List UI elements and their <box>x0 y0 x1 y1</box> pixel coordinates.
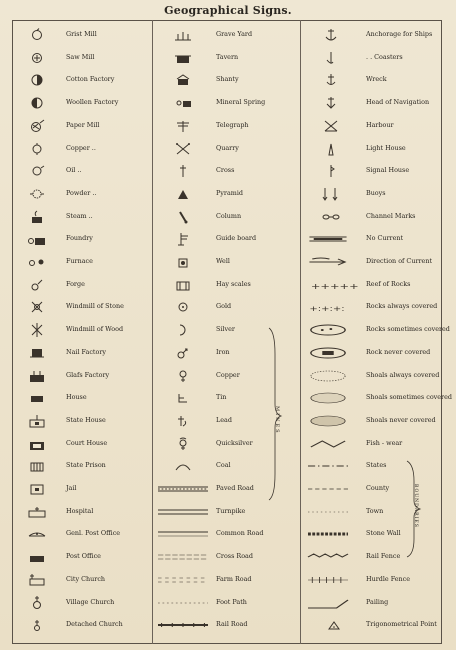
rail-fence-icon <box>308 550 348 564</box>
boundaries-group-label: BOUNDARIES <box>413 484 418 528</box>
legend-row <box>300 410 442 433</box>
legend-label: Pyramid <box>216 188 243 197</box>
legend-row <box>300 501 442 524</box>
legend-label: Saw Mill <box>66 52 95 61</box>
legend-label: Fish - wear <box>366 438 403 447</box>
farm-road-icon <box>158 573 208 587</box>
legend-row <box>300 47 442 70</box>
legend-label: Signal House <box>366 166 410 175</box>
legend-row <box>12 251 152 274</box>
legend-row <box>300 592 442 615</box>
page-title: Geographical Signs. <box>164 4 292 17</box>
telegraph-icon <box>172 119 194 133</box>
legend-row <box>300 138 442 161</box>
post-office-icon <box>26 550 48 564</box>
lead-icon <box>172 414 194 428</box>
legend-row <box>300 319 450 342</box>
paved-road-icon <box>158 482 208 496</box>
legend-row <box>12 501 152 524</box>
legend-row <box>152 274 300 297</box>
legend-row <box>152 206 300 229</box>
general-post-office-icon <box>26 527 48 541</box>
column-icon <box>172 210 194 224</box>
harbour-icon <box>320 119 342 133</box>
oil-mill-icon <box>26 164 48 178</box>
legend-row <box>300 342 442 365</box>
legend-label: Furnace <box>66 257 93 265</box>
rock-never-icon <box>308 346 348 360</box>
legend-row <box>152 228 300 251</box>
legend-label: Lead <box>216 415 232 424</box>
legend-label: Jail <box>66 484 77 492</box>
legend-row <box>12 365 152 388</box>
no-current-icon <box>308 232 348 246</box>
legend-row <box>152 592 300 615</box>
legend-label: Coal <box>216 461 231 470</box>
legend-label: Court House <box>66 438 108 447</box>
pyramid-icon <box>172 187 194 201</box>
reef-rocks-icon <box>308 278 359 292</box>
pailing-icon <box>308 596 348 610</box>
legend-row <box>152 296 300 319</box>
shanty-icon <box>172 73 194 87</box>
legend-row <box>300 274 442 297</box>
legend-row <box>152 160 300 183</box>
legend-row <box>12 206 152 229</box>
county-boundary-icon <box>308 482 348 496</box>
copper-icon <box>172 369 194 383</box>
legend-label: Village Church <box>66 597 115 606</box>
legend-row <box>152 455 300 478</box>
legend-label: Iron <box>216 347 230 356</box>
legend-label: Post Office <box>66 552 101 561</box>
guide-board-icon <box>172 232 194 246</box>
legend-row <box>300 523 442 546</box>
town-boundary-icon <box>308 505 348 519</box>
legend-row <box>300 251 442 274</box>
state-prison-icon <box>26 459 48 473</box>
legend-label: County <box>366 484 390 492</box>
legend-label: Cotton Factory <box>66 75 115 84</box>
cross-icon <box>172 164 194 178</box>
legend-label: Town <box>366 506 384 515</box>
legend-label: City Church <box>66 574 106 583</box>
legend-row <box>300 433 442 456</box>
legend-row <box>12 296 152 319</box>
legend-row <box>152 183 300 206</box>
iron-icon <box>172 346 194 360</box>
legend-row <box>300 387 452 410</box>
mineral-spring-icon <box>172 96 194 110</box>
current-direction-icon <box>308 255 348 269</box>
legend-label: Rocks sometimes covered <box>366 325 450 334</box>
svg-text:+:+:+:: +:+:+: <box>309 305 345 314</box>
legend-label: Rock never covered <box>366 347 431 356</box>
legend-label: Shoals sometimes covered <box>366 393 452 402</box>
legend-row <box>152 24 300 47</box>
grave-yard-icon <box>172 28 194 42</box>
anchor-coasters-icon <box>320 51 342 65</box>
legend-row <box>300 92 442 115</box>
legend-row <box>300 183 442 206</box>
cotton-factory-icon <box>26 73 48 87</box>
legend-row <box>12 183 152 206</box>
legend-row <box>12 24 152 47</box>
legend-row <box>152 365 300 388</box>
legend-row <box>12 274 152 297</box>
legend-label: Steam .. <box>66 211 93 220</box>
village-church-icon <box>26 596 48 610</box>
svg-text:+++++: +++++ <box>310 282 359 292</box>
legend-label: Silver <box>216 325 235 334</box>
legend-label: Oil .. <box>66 166 82 175</box>
legend-column-2 <box>152 24 300 640</box>
legend-label: Reef of Rocks <box>366 279 411 288</box>
legend-row <box>12 387 152 410</box>
legend-label: Buoys <box>366 188 386 197</box>
legend-label: Grist Mill <box>66 30 97 38</box>
legend-row <box>152 614 300 637</box>
well-icon <box>172 255 194 269</box>
legend-row <box>152 342 300 365</box>
legend-row <box>152 501 300 524</box>
legend-label: Mineral Spring <box>216 98 266 107</box>
legend-row <box>12 592 152 615</box>
signal-house-icon <box>320 164 342 178</box>
hay-scales-icon <box>172 278 194 292</box>
legend-row <box>152 569 300 592</box>
legend-row <box>300 24 442 47</box>
legend-row <box>300 296 442 319</box>
legend-label: Copper .. <box>66 143 96 152</box>
legend-row <box>300 365 442 388</box>
legend-label: Foot Path <box>216 597 247 606</box>
legend-label: Foundry <box>66 234 93 243</box>
shoals-sometimes-icon <box>308 391 348 405</box>
legend-row <box>300 569 442 592</box>
legend-label: Rocks always covered <box>366 302 438 311</box>
rail-road-icon <box>158 618 208 632</box>
legend-row <box>152 546 300 569</box>
legend-label: Grave Yard <box>216 30 253 38</box>
foot-path-icon <box>158 596 208 610</box>
legend-label: Direction of Current <box>366 257 433 265</box>
copper-works-icon <box>26 142 48 156</box>
legend-label: Windmill of Wood <box>66 325 124 334</box>
legend-column-1 <box>12 24 152 640</box>
buoys-icon <box>320 187 342 201</box>
legend-label: Stone Wall <box>366 529 401 538</box>
legend-label: Cross Road <box>216 552 253 561</box>
legend-row <box>300 455 442 478</box>
legend-row <box>300 115 442 138</box>
legend-row <box>300 228 442 251</box>
legend-row <box>12 410 152 433</box>
legend-row <box>300 206 442 229</box>
legend-label: Shoals never covered <box>366 415 436 424</box>
legend-label: State House <box>66 415 106 424</box>
legend-row <box>12 433 152 456</box>
legend-row <box>152 138 300 161</box>
wreck-icon <box>320 73 342 87</box>
legend-label: No Current <box>366 234 404 243</box>
legend-label: Woollen Factory <box>66 98 119 107</box>
anchor-ships-icon <box>320 28 342 42</box>
legend-row <box>12 47 152 70</box>
legend-row <box>12 478 152 501</box>
tavern-icon <box>172 51 194 65</box>
cross-road-icon <box>158 550 208 564</box>
legend-row <box>12 319 152 342</box>
legend-label: Hospital <box>66 506 94 515</box>
legend-row <box>300 160 442 183</box>
jail-icon <box>26 482 48 496</box>
legend-label: . . Coasters <box>366 52 403 61</box>
legend-row <box>152 410 300 433</box>
grist-mill-icon <box>26 28 48 42</box>
legend-label: Gold <box>216 302 232 311</box>
stone-wall-icon <box>308 527 348 541</box>
legend-label: Tavern <box>216 52 239 61</box>
mines-group-label: MINES <box>274 406 280 435</box>
legend-label: Farm Road <box>216 574 252 583</box>
shoals-never-icon <box>308 414 348 428</box>
hospital-icon <box>26 505 48 519</box>
light-house-icon <box>320 142 342 156</box>
legend-label: Trigonometrical Point <box>366 620 437 629</box>
legend-row <box>12 546 152 569</box>
legend-label: States <box>366 461 387 470</box>
legend-row <box>152 387 300 410</box>
legend-label: Turnpike <box>216 506 246 515</box>
legend-label: Windmill of Stone <box>66 302 124 311</box>
legend-label: Pailing <box>366 597 389 606</box>
forge-icon <box>26 278 48 292</box>
court-house-icon <box>26 437 48 451</box>
paper-mill-icon <box>26 119 48 133</box>
channel-marks-icon <box>320 210 342 224</box>
trig-point-icon <box>320 618 342 632</box>
legend-row <box>12 342 152 365</box>
foundry-icon <box>26 232 48 246</box>
glass-factory-icon <box>26 369 48 383</box>
states-boundary-icon <box>308 459 348 473</box>
legend-label: Light House <box>366 143 406 152</box>
rocks-covered-icon <box>308 300 348 314</box>
hurdle-fence-icon <box>308 573 348 587</box>
legend-label: Column <box>216 211 242 220</box>
legend-label: Shanty <box>216 75 239 84</box>
state-house-icon <box>26 414 48 428</box>
tin-icon <box>172 391 194 405</box>
legend-label: Wreck <box>366 75 387 84</box>
legend-label: Tin <box>216 393 227 402</box>
legend-label: Glafs Factory <box>66 370 110 379</box>
saw-mill-icon <box>26 51 48 65</box>
legend-row <box>300 614 442 637</box>
legend-row <box>12 455 152 478</box>
legend-label: Hay scales <box>216 279 251 288</box>
legend-row <box>12 115 152 138</box>
legend-row <box>152 319 300 342</box>
legend-row <box>152 92 300 115</box>
legend-row <box>12 160 152 183</box>
stone-windmill-icon <box>26 300 48 314</box>
legend-label: Cross <box>216 166 235 175</box>
legend-label: Nail Factory <box>66 347 106 356</box>
nail-factory-icon <box>26 346 48 360</box>
legend-row <box>300 478 442 501</box>
powder-mill-icon <box>26 187 48 201</box>
legend-label: Anchorage for Ships <box>366 30 433 38</box>
legend-column-3 <box>300 24 452 640</box>
legend-label: State Prison <box>66 461 106 470</box>
legend-row <box>300 546 442 569</box>
rocks-sometimes-icon <box>308 323 348 337</box>
legend-label: Channel Marks <box>366 211 416 220</box>
woollen-factory-icon <box>26 96 48 110</box>
fish-wear-icon <box>308 437 348 451</box>
legend-row <box>152 251 300 274</box>
legend-row <box>12 138 152 161</box>
wood-windmill-icon <box>26 323 48 337</box>
legend-row <box>152 478 300 501</box>
legend-label: Paper Mill <box>66 120 100 129</box>
legend-label: Shoals always covered <box>366 370 440 379</box>
head-navigation-icon <box>320 96 342 110</box>
furnace-icon <box>26 255 48 269</box>
legend-row <box>12 614 152 637</box>
legend-row <box>152 69 300 92</box>
coal-icon <box>172 459 194 473</box>
legend-label: Hurdle Fence <box>366 574 411 583</box>
quarry-icon <box>172 142 194 156</box>
legend-row <box>12 228 152 251</box>
common-road-icon <box>158 527 208 541</box>
legend-row <box>152 47 300 70</box>
legend-label: Genl. Post Office <box>66 529 121 538</box>
quicksilver-icon <box>172 437 194 451</box>
turnpike-icon <box>158 505 208 519</box>
legend-label: Rail Road <box>216 620 248 629</box>
legend-row <box>300 69 442 92</box>
legend-label: Telegraph <box>216 120 249 129</box>
house-icon <box>26 391 48 405</box>
legend-label: Guide board <box>216 234 257 243</box>
silver-icon <box>172 323 194 337</box>
legend-label: Detached Church <box>66 620 123 629</box>
legend-label: Quarry <box>216 143 239 152</box>
legend-label: Forge <box>66 279 85 288</box>
city-church-icon <box>26 573 48 587</box>
legend-label: Paved Road <box>216 484 254 492</box>
detached-church-icon <box>26 618 48 632</box>
steam-mill-icon <box>26 210 48 224</box>
legend-row <box>152 115 300 138</box>
shoals-covered-icon <box>308 369 348 383</box>
legend-label: Powder .. <box>66 188 97 197</box>
legend-row <box>152 523 300 546</box>
legend-label: Quicksilver <box>216 438 253 447</box>
legend-label: Head of Navigation <box>366 98 430 107</box>
gold-icon <box>172 300 194 314</box>
legend-label: Well <box>216 257 230 265</box>
legend-row <box>12 569 152 592</box>
legend-row <box>12 69 152 92</box>
legend-row <box>12 523 152 546</box>
legend-label: Rail Fence <box>366 552 401 561</box>
legend-row <box>152 433 300 456</box>
legend-label: House <box>66 393 87 402</box>
legend-label: Copper <box>216 370 240 379</box>
legend-row <box>12 92 152 115</box>
legend-label: Common Road <box>216 529 264 538</box>
legend-label: Harbour <box>366 120 394 129</box>
